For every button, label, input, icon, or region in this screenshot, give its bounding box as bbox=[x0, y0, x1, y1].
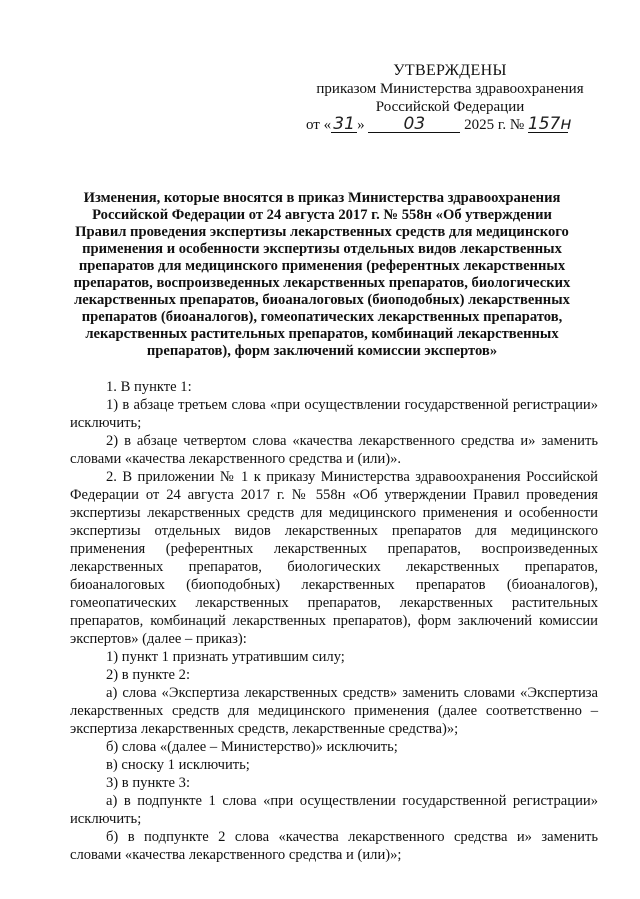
approval-stamp bbox=[300, 62, 600, 134]
approval-line-2: Российской Федерации bbox=[375, 99, 525, 115]
order-number: 157н bbox=[527, 114, 572, 134]
approval-line-1: приказом Министерства здравоохранения bbox=[316, 81, 584, 97]
date-year: 2025 г. № bbox=[464, 117, 525, 133]
paragraph: 1. В пункте 1: bbox=[106, 379, 192, 395]
paragraph: б) слова «(далее – Министерство)» исключить; bbox=[106, 739, 398, 755]
paragraph: в) сноску 1 исключить; bbox=[106, 757, 250, 773]
paragraph: а) слова «Экспертиза лекарственных средств» заменить словами «Экспертиза лекарственных средств для медицинского применения (далее соответственно – экспертиза лекарственных средств, лекарственные средства)»; bbox=[70, 685, 598, 737]
date-prefix: от « bbox=[306, 117, 332, 133]
paragraph: 2. В приложении № 1 к приказу Министерства здравоохранения Российской Федерации от 24 августа 2017 г. № 558н «Об утверждении Правил проведения экспертизы лекарственных средств для медицинского применения и особенности экспертизы отдельных видов лекарственных препаратов для медицинского применения (референтных лекарственных препаратов, воспроизведенных лекарственных препаратов, биологических лекарственных препаратов, биоаналоговых (биоподобных) лекарственных препаратов (биоаналогов), гомеопатических лекарственных препаратов, лекарственных растительных препаратов, комбинаций лекарственных препаратов), форм заключений комиссии экспертов» (далее – приказ): bbox=[70, 469, 598, 647]
date-day: 31 bbox=[331, 116, 357, 133]
approval-date-line bbox=[306, 116, 600, 134]
paragraph: 2) в пункте 2: bbox=[106, 667, 191, 683]
approval-heading: УТВЕРЖДЕНЫ bbox=[393, 62, 507, 79]
document-body bbox=[70, 378, 598, 864]
paragraph: 3) в пункте 3: bbox=[106, 775, 191, 791]
date-month: 03 bbox=[368, 116, 460, 133]
document-title: Изменения, которые вносятся в приказ Министерства здравоохранения Российской Федерации от 24 августа 2017 г. № 558н «Об утверждении Правил проведения экспертизы лекарственных средств для медицинского применения и особенности экспертизы отдельных видов лекарственных препаратов для медицинского применения (референтных лекарственных препаратов, воспроизведенных лекарственных препаратов, биологических лекарственных препаратов, биоаналоговых (биоподобных) лекарственных препаратов (биоаналогов), гомеопатических лекарственных препаратов, лекарственных растительных препаратов, комбинаций лекарственных препаратов), форм заключений комиссии экспертов» bbox=[73, 190, 571, 359]
paragraph: 1) пункт 1 признать утратившим силу; bbox=[106, 649, 345, 665]
paragraph: а) в подпункте 1 слова «при осуществлении государственной регистрации» исключить; bbox=[70, 793, 598, 827]
paragraph: 2) в абзаце четвертом слова «качества лекарственного средства и» заменить словами «качества лекарственного средства и (или)». bbox=[70, 433, 598, 467]
paragraph: б) в подпункте 2 слова «качества лекарственного средства и» заменить словами «качества лекарственного средства и (или)»; bbox=[70, 829, 598, 863]
paragraph: 1) в абзаце третьем слова «при осуществлении государственной регистрации» исключить; bbox=[70, 397, 598, 431]
date-mid: » bbox=[357, 117, 365, 133]
